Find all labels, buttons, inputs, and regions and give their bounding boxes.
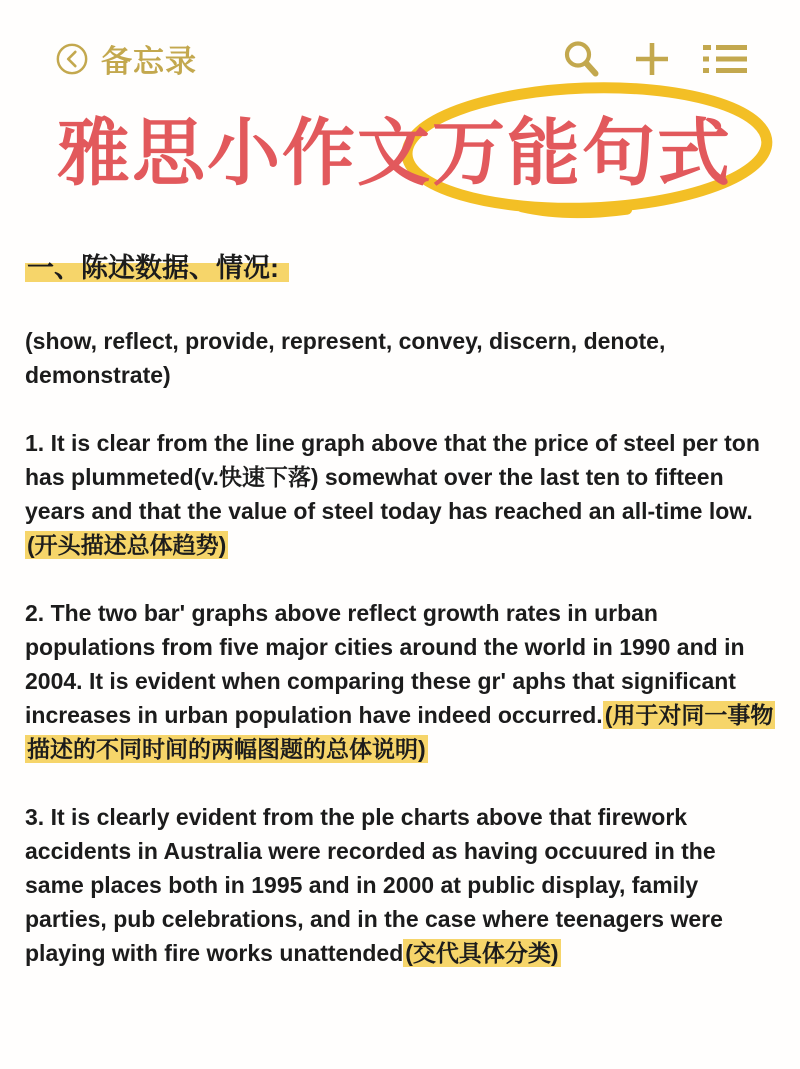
back-icon: [55, 42, 89, 76]
navbar: [55, 36, 748, 81]
sentence-item-1: [25, 426, 777, 562]
back-button[interactable]: [55, 36, 197, 81]
section-heading-text: 一、陈述数据、情况:: [25, 253, 289, 283]
sentence-2-text: 2. The two bar' graphs above reflect growth rates in urban populations from five major cities around the world in 1990 and in 2004. It is evident when comparing these gr' aphs that significant increases in urban population have indeed occurred.: [25, 600, 745, 728]
sentence-item-3: [25, 800, 777, 970]
sentence-3-text: 3. It is clearly evident from the ple charts above that firework accidents in Australia were recorded as having occuured in the same places both in 1995 and in 2000 at public display, family parties, pub celebrations, and in the case where teenagers were playing with fire works unattended: [25, 804, 723, 966]
verbs-paragraph: (show, reflect, provide, represent, convey, discern, denote, demonstrate): [25, 328, 666, 388]
add-icon[interactable]: [632, 39, 672, 79]
title-plain: 雅思小作文: [57, 113, 432, 194]
sentence-3-highlight-note: (交代具体分类): [405, 940, 559, 966]
title-circled: [432, 94, 732, 199]
list-icon[interactable]: [702, 41, 748, 77]
page-title: [57, 94, 732, 199]
note-body: [25, 248, 777, 970]
section-heading: [25, 248, 777, 288]
sentence-1-text: 1. It is clear from the line graph above that the price of steel per ton has plummeted(v.快速下落) somewhat over the last ten to fifteen years and that the value of steel today has reached an all-time low.: [25, 430, 760, 524]
navbar-actions: [560, 38, 748, 80]
sentence-2-highlight-note: (用于对同一事物描述的不同时间的两幅图题的总体说明): [27, 702, 774, 762]
app-title: 备忘录: [101, 44, 197, 79]
search-icon[interactable]: [560, 38, 602, 80]
sentence-item-2: [25, 596, 777, 766]
sentence-1-highlight-note: (开头描述总体趋势): [27, 532, 227, 558]
title-circled-text: 万能句式: [432, 113, 732, 194]
